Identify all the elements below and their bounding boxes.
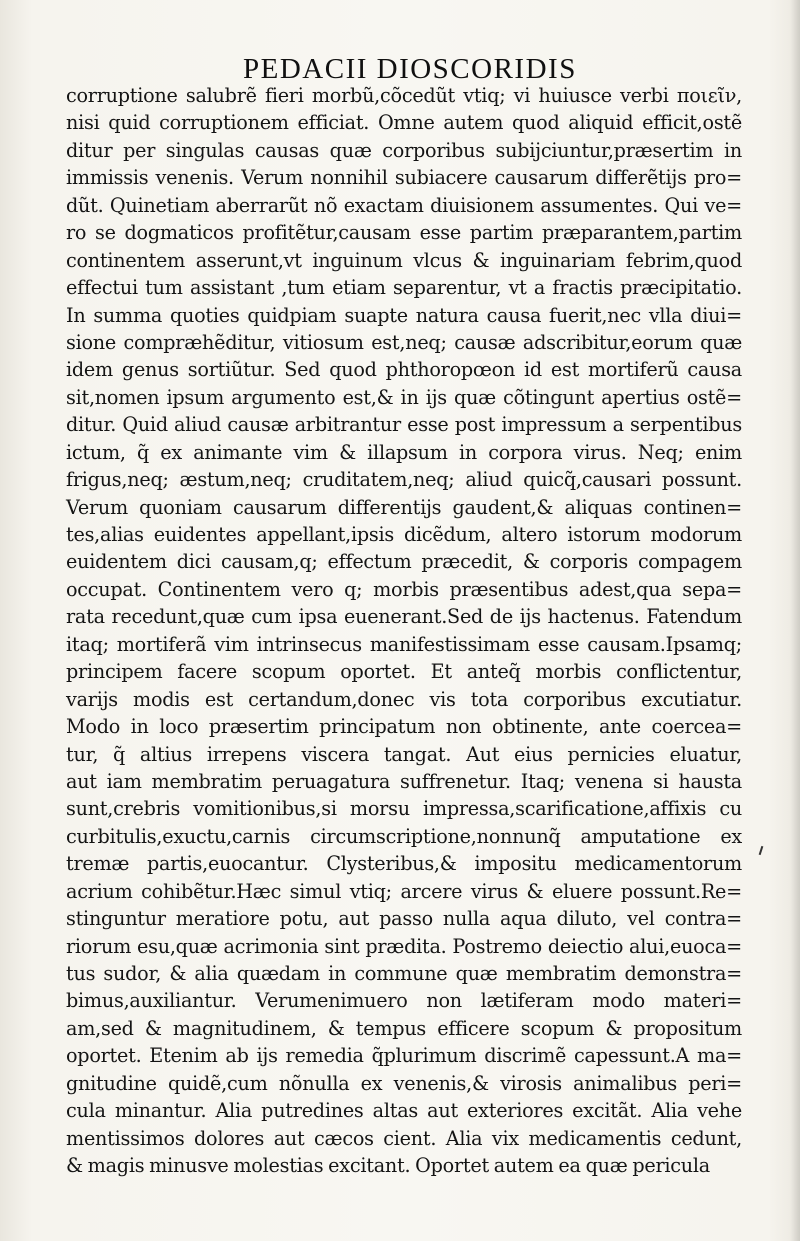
text-line: riorum esu,quæ acrimonia sint prædita. Postremo deiectio alui,euoca= bbox=[66, 934, 742, 958]
text-line: gnitudine quidẽ,cum nõnulla ex venenis,& virosis animalibus peri= bbox=[66, 1071, 742, 1095]
text-line: sunt,crebris vomitionibus,si morsu impressa,scarificatione,affixis cu bbox=[66, 797, 742, 821]
body-text bbox=[66, 82, 742, 1180]
text-line: ditur. Quid aliud causæ arbitrantur esse post impressum a serpentibus bbox=[66, 413, 742, 437]
margin-ink-mark bbox=[759, 846, 764, 855]
text-line: sione compræhẽditur, vitiosum est,neq; causæ adscribitur,eorum quæ bbox=[66, 330, 742, 354]
text-line: sit,nomen ipsum argumento est,& in ijs quæ cõtingunt apertius ostẽ= bbox=[66, 385, 742, 409]
text-line: cula minantur. Alia putredines altas aut exteriores excitãt. Alia vehe bbox=[66, 1099, 742, 1123]
text-line: idem genus sortiũtur. Sed quod phthoropœon id est mortiferũ causa bbox=[66, 358, 742, 382]
text-line: am,sed & magnitudinem, & tempus efficere scopum & propositum bbox=[66, 1016, 742, 1040]
text-line: tus sudor, & alia quædam in commune quæ membratim demonstra= bbox=[66, 962, 742, 985]
text-line: varijs modis est certandum,donec vis tota corporibus excutiatur. bbox=[66, 687, 742, 711]
text-line: continentem asserunt,vt inguinum vlcus & inguinariam febrim,quod bbox=[66, 248, 742, 272]
text-line: stinguntur meratiore potu, aut passo nulla aqua diluto, vel contra= bbox=[66, 907, 742, 931]
text-line: mentissimos dolores aut cæcos cient. Alia vix medicamentis cedunt, bbox=[66, 1126, 742, 1150]
text-line: & magis minusve molestias excitant. Oportet autem ea quæ pericula bbox=[66, 1154, 710, 1178]
text-line: Modo in loco præsertim principatum non obtinente, ante coercea= bbox=[66, 715, 742, 739]
text-line: curbitulis,exuctu,carnis circumscriptione,nonnunq̃ amputatione ex bbox=[66, 824, 742, 848]
text-line: aut iam membratim peruagatura suffrenetur. Itaq; venena si hausta bbox=[66, 769, 742, 793]
text-line: ictum, q̃ ex animante vim & illapsum in corpora virus. Neq; enim bbox=[66, 440, 742, 464]
text-line: frigus,neq; æstum,neq; cruditatem,neq; aliud quicq̃,causari possunt. bbox=[66, 468, 742, 492]
text-line: tremæ partis,euocantur. Clysteribus,& impositu medicamentorum bbox=[66, 852, 742, 876]
text-line: dũt. Quinetiam aberrarũt nõ exactam diuisionem assumentes. Qui ve= bbox=[66, 193, 742, 217]
text-line: principem facere scopum oportet. Et anteq̃ morbis conflictentur, bbox=[66, 660, 742, 684]
text-line: euidentem dici causam,q; effectum præcedit, & corporis compagem bbox=[66, 550, 742, 574]
page-gutter-shadow bbox=[790, 0, 800, 1241]
text-line: immissis venenis. Verum nonnihil subiacere causarum differẽtijs pro= bbox=[66, 166, 742, 190]
text-line: tur, q̃ altius irrepens viscera tangat. Aut eius pernicies eluatur, bbox=[66, 742, 742, 766]
text-line: acrium cohibẽtur.Hæc simul vtiq; arcere virus & eluere possunt.Re= bbox=[66, 879, 742, 903]
running-head: PEDACII DIOSCORIDIS bbox=[243, 53, 577, 85]
text-line: corruptione salubrẽ fieri morbũ,cõcedũt vtiq; vi huiusce verbi ποιεῖν, bbox=[66, 84, 742, 107]
text-line: itaq; mortiferã vim intrinsecus manifestissimam esse causam.Ipsamq; bbox=[66, 632, 742, 656]
text-line: ro se dogmaticos profitẽtur,causam esse partim præparantem,partim bbox=[66, 221, 742, 245]
text-line: tes,alias euidentes appellant,ipsis dicẽdum, altero istorum modorum bbox=[66, 523, 742, 546]
text-line: rata recedunt,quæ cum ipsa euenerant.Sed de ijs hactenus. Fatendum bbox=[66, 605, 742, 629]
text-line: Verum quoniam causarum differentijs gaudent,& aliquas continen= bbox=[66, 495, 742, 519]
text-line: nisi quid corruptionem efficiat. Omne autem quod aliquid efficit,ostẽ bbox=[66, 111, 742, 135]
text-line: oportet. Etenim ab ijs remedia q̃plurimum discrimẽ capessunt.A ma= bbox=[66, 1044, 742, 1068]
text-line: In summa quoties quidpiam suapte natura causa fuerit,nec vlla diui= bbox=[66, 303, 742, 327]
text-line: ditur per singulas causas quæ corporibus subijciuntur,præsertim in bbox=[66, 138, 742, 162]
text-line: bimus,auxiliantur. Verumenimuero non lætiferam modo materi= bbox=[66, 989, 742, 1013]
text-line: effectui tum assistant ,tum etiam separentur, vt a fractis præcipitatio. bbox=[66, 276, 742, 300]
text-line: occupat. Continentem vero q; morbis præsentibus adest,qua sepa= bbox=[66, 577, 742, 601]
